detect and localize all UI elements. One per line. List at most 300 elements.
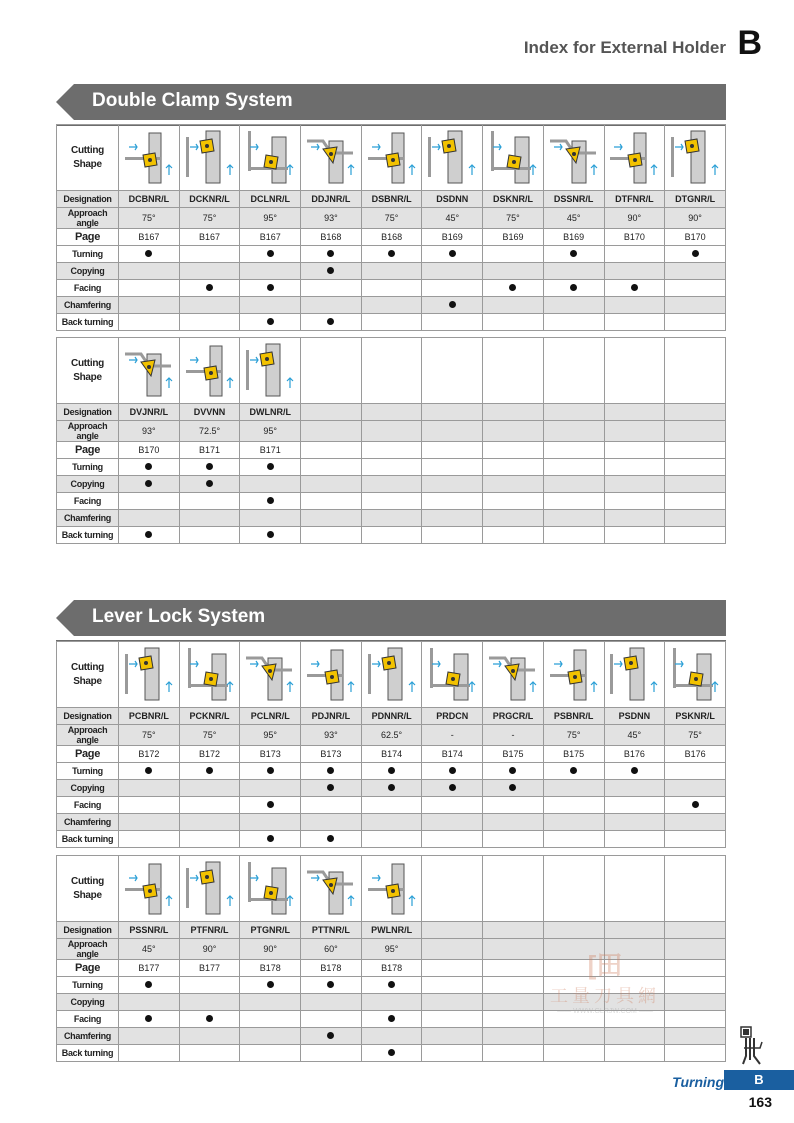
operation-cell [361,510,422,527]
operation-cell [240,314,301,331]
operation-cell [422,510,483,527]
applicable-dot [631,767,638,774]
approach-row [57,725,726,746]
operation-cell [543,459,604,476]
operation-cell [240,797,301,814]
cutting-shape-image [179,338,240,404]
operation-cell [483,814,544,831]
operation-cell [665,297,726,314]
operation-cell [604,476,665,493]
operation-cell [240,977,301,994]
operation-cell [240,246,301,263]
operation-cell [240,280,301,297]
chamfering-row [57,510,726,527]
operation-cell [665,763,726,780]
empty-cell [301,442,362,459]
empty-cell [604,922,665,939]
operation-cell [301,314,362,331]
applicable-dot [267,835,274,842]
operation-cell [119,459,180,476]
facing-row [57,493,726,510]
row-label-designation: Designation [57,708,119,725]
operation-cell [604,493,665,510]
designation-cell: DCLNR/L [240,191,301,208]
operation-cell [543,510,604,527]
applicable-dot [206,767,213,774]
designation-cell: DSKNR/L [483,191,544,208]
operation-cell [665,314,726,331]
row-label-approach: Approach angle [57,421,119,442]
row-label-back_turning: Back turning [57,1045,119,1062]
operation-cell [301,246,362,263]
operation-cell [422,246,483,263]
cutting-shape-image [483,125,544,191]
approach-cell: 93° [301,208,362,229]
page-cell: B174 [422,746,483,763]
applicable-dot [145,250,152,257]
applicable-dot [145,463,152,470]
empty-cell [604,404,665,421]
designation-cell: PTFNR/L [179,922,240,939]
row-label-back_turning: Back turning [57,527,119,544]
operation-cell [543,314,604,331]
cutting-shape-image [665,125,726,191]
row-label-shape: Cutting Shape [57,338,119,404]
operation-cell [604,263,665,280]
cutting-shape-image [119,642,180,708]
operation-cell [665,459,726,476]
shape-row [57,642,726,708]
operation-cell [483,1028,544,1045]
approach-cell: 60° [301,939,362,960]
empty-cell [543,856,604,922]
applicable-dot [327,981,334,988]
operation-cell [179,280,240,297]
operation-cell [301,1028,362,1045]
operation-cell [361,493,422,510]
chamfering-row [57,1028,726,1045]
operation-cell [361,297,422,314]
designation-cell: DSBNR/L [361,191,422,208]
page-cell: B172 [119,746,180,763]
operation-cell [543,297,604,314]
approach-cell: 75° [119,725,180,746]
header-letter: B [737,24,762,62]
cutting-shape-image [604,125,665,191]
approach-cell: 95° [240,208,301,229]
designation-cell: DSDNN [422,191,483,208]
copying-row [57,263,726,280]
approach-cell: 75° [543,725,604,746]
page-cell: B176 [665,746,726,763]
operation-cell [240,263,301,280]
cutting-shape-image [422,642,483,708]
row-label-turning: Turning [57,459,119,476]
applicable-dot [267,284,274,291]
row-label-facing: Facing [57,280,119,297]
cutting-shape-image [240,856,301,922]
operation-cell [301,527,362,544]
approach-cell: 45° [119,939,180,960]
operation-cell [240,297,301,314]
header-title: Index for External Holder [523,38,726,57]
applicable-dot [327,318,334,325]
operation-cell [179,1028,240,1045]
applicable-dot [692,801,699,808]
operation-cell [240,1028,301,1045]
operation-cell [119,510,180,527]
empty-cell [543,442,604,459]
applicable-dot [206,480,213,487]
applicable-dot [327,267,334,274]
shape-row [57,125,726,191]
row-label-shape: Cutting Shape [57,642,119,708]
applicable-dot [206,1015,213,1022]
operation-cell [119,527,180,544]
operation-cell [179,263,240,280]
operation-cell [179,763,240,780]
operation-cell [422,297,483,314]
cutting-shape-image [179,125,240,191]
designation-cell: DTFNR/L [604,191,665,208]
approach-cell: 90° [240,939,301,960]
cutting-shape-image [119,338,180,404]
approach-cell: 75° [179,725,240,746]
operation-cell [543,527,604,544]
cutting-shape-image [361,856,422,922]
operation-cell [301,831,362,848]
cutting-shape-image [301,125,362,191]
operation-cell [543,263,604,280]
applicable-dot [267,801,274,808]
operation-cell [240,780,301,797]
operation-cell [361,246,422,263]
row-label-back_turning: Back turning [57,831,119,848]
row-label-copying: Copying [57,780,119,797]
operation-cell [604,527,665,544]
designation-cell: PSBNR/L [543,708,604,725]
operation-cell [543,246,604,263]
applicable-dot [509,767,516,774]
applicable-dot [267,463,274,470]
operation-cell [665,476,726,493]
empty-cell [422,922,483,939]
page-cell: B176 [604,746,665,763]
empty-cell [483,421,544,442]
holder-index-table [56,337,726,544]
empty-cell [665,404,726,421]
operation-cell [665,510,726,527]
operation-cell [361,280,422,297]
empty-cell [665,922,726,939]
operation-cell [179,297,240,314]
operation-cell [301,763,362,780]
applicable-dot [267,531,274,538]
operation-cell [301,263,362,280]
operation-cell [240,493,301,510]
operation-cell [240,1011,301,1028]
empty-cell [483,442,544,459]
section-title: Double Clamp System [92,90,293,111]
watermark-logo: [田 工量刀具網 —— WWW.GLRJW.COM —— [550,950,660,1015]
row-label-approach: Approach angle [57,725,119,746]
operation-cell [361,459,422,476]
applicable-dot [327,1032,334,1039]
designation-cell: PRDCN [422,708,483,725]
approach-cell: 45° [422,208,483,229]
applicable-dot [327,250,334,257]
operation-cell [422,1045,483,1062]
operation-cell [483,510,544,527]
empty-cell [361,404,422,421]
cutting-shape-image [361,125,422,191]
operation-cell [483,476,544,493]
page-cell: B178 [301,960,362,977]
designation-cell: PCLNR/L [240,708,301,725]
operation-cell [665,831,726,848]
back_turning-row [57,314,726,331]
operation-cell [301,493,362,510]
page-cell: B177 [179,960,240,977]
operation-cell [119,314,180,331]
applicable-dot [327,767,334,774]
operation-cell [119,780,180,797]
designation-row [57,404,726,421]
row-label-turning: Turning [57,246,119,263]
empty-cell [483,338,544,404]
applicable-dot [449,767,456,774]
operation-cell [240,994,301,1011]
applicable-dot [509,784,516,791]
operation-cell [119,1045,180,1062]
applicable-dot [145,1015,152,1022]
operation-cell [179,780,240,797]
designation-cell: PDNNR/L [361,708,422,725]
designation-cell: PSDNN [604,708,665,725]
row-label-copying: Copying [57,263,119,280]
designation-cell: PRGCR/L [483,708,544,725]
holder-index-table [56,641,726,848]
applicable-dot [449,784,456,791]
operation-cell [361,1011,422,1028]
operation-cell [604,1028,665,1045]
row-label-shape: Cutting Shape [57,125,119,191]
row-label-facing: Facing [57,1011,119,1028]
footer-section-label: Turning [672,1074,724,1090]
page-cell: B175 [483,746,544,763]
cutting-shape-image [604,642,665,708]
operation-cell [483,1045,544,1062]
operation-cell [604,246,665,263]
designation-cell: PCKNR/L [179,708,240,725]
approach-cell: 90° [604,208,665,229]
designation-cell: DSSNR/L [543,191,604,208]
operation-cell [361,977,422,994]
empty-cell [422,404,483,421]
designation-cell: PTTNR/L [301,922,362,939]
applicable-dot [388,784,395,791]
page-row [57,229,726,246]
operation-cell [543,831,604,848]
copying-row [57,476,726,493]
page-cell: B167 [119,229,180,246]
operation-cell [483,297,544,314]
applicable-dot [388,250,395,257]
operation-cell [179,994,240,1011]
operation-cell [543,1045,604,1062]
empty-cell [604,421,665,442]
operation-cell [240,476,301,493]
empty-cell [604,338,665,404]
approach-cell: 75° [483,208,544,229]
row-label-facing: Facing [57,797,119,814]
page-row [57,746,726,763]
row-label-chamfering: Chamfering [57,297,119,314]
operation-cell [240,831,301,848]
operation-cell [361,814,422,831]
operation-cell [301,510,362,527]
operation-cell [179,314,240,331]
approach-cell: - [422,725,483,746]
empty-cell [543,421,604,442]
designation-cell: DCKNR/L [179,191,240,208]
row-label-designation: Designation [57,191,119,208]
approach-row [57,208,726,229]
operation-cell [665,814,726,831]
operation-cell [665,1045,726,1062]
applicable-dot [570,284,577,291]
row-label-approach: Approach angle [57,208,119,229]
operation-cell [240,1045,301,1062]
operation-cell [665,493,726,510]
empty-cell [483,856,544,922]
page-cell: B168 [301,229,362,246]
operation-cell [179,493,240,510]
operation-cell [665,797,726,814]
operation-cell [604,797,665,814]
applicable-dot [267,497,274,504]
approach-cell: 95° [240,421,301,442]
applicable-dot [327,784,334,791]
turning-row [57,763,726,780]
cutting-shape-image [361,642,422,708]
empty-cell [483,404,544,421]
empty-cell [301,338,362,404]
operation-cell [483,831,544,848]
operation-cell [483,246,544,263]
back_turning-row [57,831,726,848]
empty-cell [422,442,483,459]
operation-cell [604,510,665,527]
operation-cell [483,797,544,814]
designation-row [57,922,726,939]
page-cell: B169 [543,229,604,246]
page-cell: B172 [179,746,240,763]
page-cell: B171 [240,442,301,459]
row-label-chamfering: Chamfering [57,510,119,527]
operation-cell [422,1011,483,1028]
holder-index-table [56,124,726,331]
operation-cell [240,459,301,476]
empty-cell [604,442,665,459]
operation-cell [301,297,362,314]
applicable-dot [145,981,152,988]
row-label-chamfering: Chamfering [57,814,119,831]
shape-row [57,338,726,404]
operation-cell [361,476,422,493]
operation-cell [119,831,180,848]
empty-cell [543,404,604,421]
approach-cell: 93° [301,725,362,746]
section-title: Lever Lock System [92,606,266,627]
operation-cell [422,797,483,814]
cutting-shape-image [119,125,180,191]
operation-cell [422,994,483,1011]
empty-cell [361,338,422,404]
operation-cell [301,814,362,831]
operation-cell [543,476,604,493]
row-label-back_turning: Back turning [57,314,119,331]
operation-cell [543,1028,604,1045]
empty-cell [301,421,362,442]
cutting-shape-image [240,125,301,191]
operation-cell [179,1045,240,1062]
operation-cell [483,527,544,544]
facing-row [57,280,726,297]
operation-cell [361,763,422,780]
page-cell: B173 [240,746,301,763]
row-label-copying: Copying [57,476,119,493]
operation-cell [301,476,362,493]
page-cell: B174 [361,746,422,763]
operation-cell [422,459,483,476]
approach-cell: 45° [604,725,665,746]
operation-cell [422,476,483,493]
operation-cell [301,1011,362,1028]
approach-cell: - [483,725,544,746]
operation-cell [301,280,362,297]
empty-cell [301,404,362,421]
approach-cell: 45° [543,208,604,229]
operation-cell [361,780,422,797]
operation-cell [301,977,362,994]
operation-cell [179,831,240,848]
operation-cell [422,780,483,797]
cutting-shape-image [301,856,362,922]
approach-cell: 90° [665,208,726,229]
page-cell: B171 [179,442,240,459]
operation-cell [483,780,544,797]
operation-cell [361,1045,422,1062]
section-banner [56,84,726,120]
operation-cell [179,977,240,994]
applicable-dot [267,767,274,774]
operation-cell [179,814,240,831]
row-label-page: Page [57,746,119,763]
approach-cell: 75° [179,208,240,229]
designation-cell: DVVNN [179,404,240,421]
operation-cell [483,459,544,476]
turning-tool-icon [740,1026,766,1066]
cutting-shape-image [483,642,544,708]
cutting-shape-image [301,642,362,708]
applicable-dot [267,250,274,257]
applicable-dot [388,1049,395,1056]
applicable-dot [145,767,152,774]
operation-cell [179,246,240,263]
copying-row [57,780,726,797]
operation-cell [422,763,483,780]
